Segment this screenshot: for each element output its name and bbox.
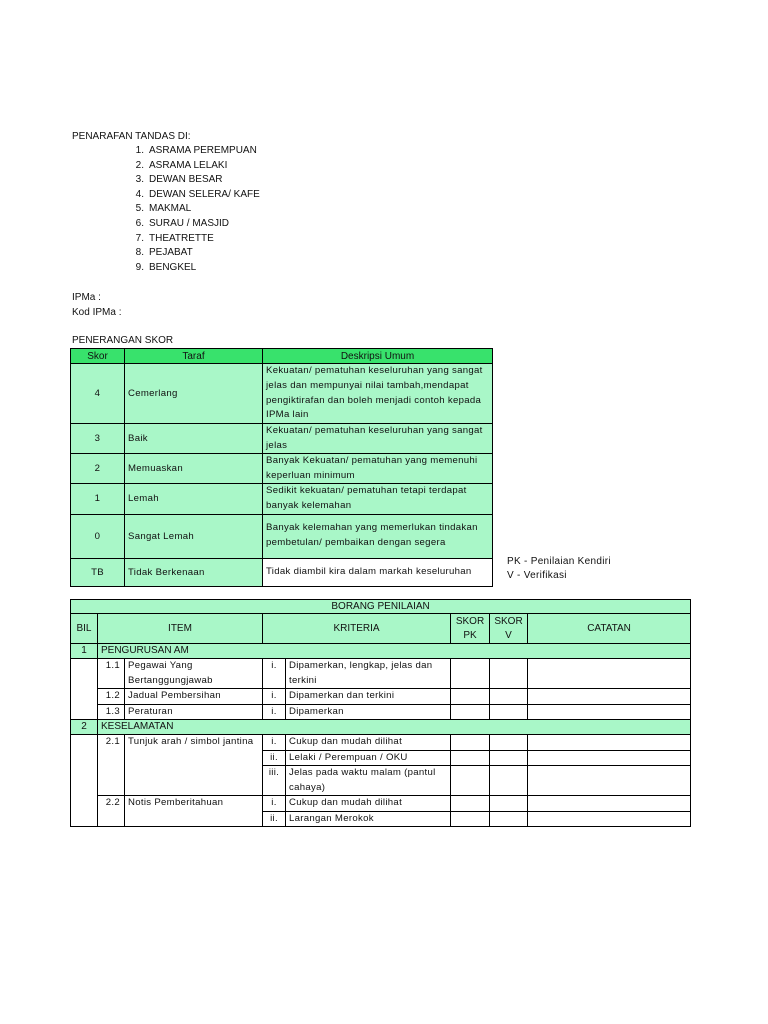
skor-v-input-cell[interactable] — [490, 704, 528, 720]
skor-pk-input-cell[interactable] — [451, 704, 490, 720]
item-name: Peraturan — [125, 704, 263, 720]
criteria-numeral: iii. — [263, 766, 286, 796]
location-list — [126, 144, 260, 275]
table-row — [71, 454, 493, 484]
taraf-cell: Lemah — [125, 484, 263, 514]
list-item: 2. ASRAMA LELAKI — [135, 159, 228, 171]
criteria-numeral: i. — [263, 689, 286, 705]
taraf-cell: Cemerlang — [125, 364, 263, 424]
bil-spacer-cell — [71, 735, 98, 827]
criteria-text: Dipamerkan dan terkini — [286, 689, 451, 705]
item-name: Pegawai Yang Bertanggungjawab — [125, 659, 263, 689]
table-row — [71, 364, 493, 424]
skor-pk-input-cell[interactable] — [451, 689, 490, 705]
item-name: Jadual Pembersihan — [125, 689, 263, 705]
item-number: 2.1 — [98, 735, 125, 796]
section-row — [71, 720, 691, 735]
deskripsi-cell: Banyak kelemahan yang memerlukan tindakan pembetulan/ pembaikan dengan segera — [263, 514, 493, 558]
skor-pk-input-cell[interactable] — [451, 659, 490, 689]
item-number: 1.1 — [98, 659, 125, 689]
criteria-text: Dipamerkan, lengkap, jelas dan terkini — [286, 659, 451, 689]
deskripsi-cell: Tidak diambil kira dalam markah keseluruhan — [263, 558, 493, 586]
skor-v-input-cell[interactable] — [490, 750, 528, 766]
section-number: 1 — [71, 644, 98, 659]
list-item: 5. MAKMAL — [135, 203, 192, 215]
skor-v-input-cell[interactable] — [490, 796, 528, 812]
criteria-text: Lelaki / Perempuan / OKU — [286, 750, 451, 766]
item-number: 1.2 — [98, 689, 125, 705]
score-legend-table — [70, 348, 493, 587]
table-header-row — [71, 349, 493, 364]
list-item: 9. BENGKEL — [135, 261, 197, 273]
skor-cell: 2 — [71, 454, 125, 484]
table-row — [71, 659, 691, 689]
kod-ipma-label: Kod IPMa : — [72, 307, 122, 318]
pk-note: PK - Penilaian Kendiri — [507, 556, 611, 567]
skor-cell: 0 — [71, 514, 125, 558]
criteria-text: Dipamerkan — [286, 704, 451, 720]
catatan-input-cell[interactable] — [528, 766, 691, 796]
taraf-cell: Baik — [125, 424, 263, 454]
skor-v-input-cell[interactable] — [490, 689, 528, 705]
skor-v-input-cell[interactable] — [490, 811, 528, 827]
skor-v-input-cell[interactable] — [490, 766, 528, 796]
table-row — [71, 484, 493, 514]
taraf-cell: Memuaskan — [125, 454, 263, 484]
item-name: Tunjuk arah / simbol jantina — [125, 735, 263, 796]
criteria-text: Larangan Merokok — [286, 811, 451, 827]
section-name: PENGURUSAN AM — [98, 644, 691, 659]
deskripsi-cell: Sedikit kekuatan/ pematuhan tetapi terdapat banyak kelemahan — [263, 484, 493, 514]
skor-pk-input-cell[interactable] — [451, 750, 490, 766]
list-item: 6. SURAU / MASJID — [135, 217, 230, 229]
assessment-table — [70, 599, 691, 827]
catatan-input-cell[interactable] — [528, 811, 691, 827]
legend-title: PENERANGAN SKOR — [72, 335, 174, 346]
section-row — [71, 644, 691, 659]
skor-pk-input-cell[interactable] — [451, 766, 490, 796]
column-header-taraf: Taraf — [125, 349, 263, 364]
column-header-item: ITEM — [98, 614, 263, 644]
ipma-label: IPMa : — [72, 292, 101, 303]
criteria-text: Jelas pada waktu malam (pantul cahaya) — [286, 766, 451, 796]
list-item: 3. DEWAN BESAR — [135, 174, 223, 186]
taraf-cell: Tidak Berkenaan — [125, 558, 263, 586]
skor-pk-input-cell[interactable] — [451, 796, 490, 812]
item-number: 1.3 — [98, 704, 125, 720]
assessment-title: BORANG PENILAIAN — [71, 600, 691, 614]
table-row — [71, 558, 493, 586]
table-row — [71, 514, 493, 558]
list-item: 1. ASRAMA PEREMPUAN — [135, 145, 257, 156]
column-header-deskripsi: Deskripsi Umum — [263, 349, 493, 364]
deskripsi-cell: Kekuatan/ pematuhan keseluruhan yang sangat jelas dan mempunyai nilai tambah,mendapat pengiktirafan dan boleh menjadi contoh kepada IPMa lain — [263, 364, 493, 424]
table-row — [71, 424, 493, 454]
skor-pk-input-cell[interactable] — [451, 811, 490, 827]
catatan-input-cell[interactable] — [528, 659, 691, 689]
skor-cell: 1 — [71, 484, 125, 514]
skor-cell: 4 — [71, 364, 125, 424]
list-item: 8. PEJABAT — [135, 247, 193, 259]
v-note: V - Verifikasi — [507, 570, 567, 581]
catatan-input-cell[interactable] — [528, 735, 691, 751]
column-header-skor-pk: SKOR PK — [451, 614, 490, 644]
table-title-row — [71, 600, 691, 614]
catatan-input-cell[interactable] — [528, 750, 691, 766]
criteria-numeral: ii. — [263, 811, 286, 827]
criteria-numeral: ii. — [263, 750, 286, 766]
skor-v-input-cell[interactable] — [490, 735, 528, 751]
skor-v-input-cell[interactable] — [490, 659, 528, 689]
item-number: 2.2 — [98, 796, 125, 827]
criteria-text: Cukup dan mudah dilihat — [286, 735, 451, 751]
list-item: 7. THEATRETTE — [135, 232, 214, 244]
criteria-text: Cukup dan mudah dilihat — [286, 796, 451, 812]
criteria-numeral: i. — [263, 735, 286, 751]
table-row — [71, 796, 691, 812]
column-header-kriteria: KRITERIA — [263, 614, 451, 644]
list-item: 4. DEWAN SELERA/ KAFE — [135, 188, 260, 200]
section-name: KESELAMATAN — [98, 720, 691, 735]
criteria-numeral: i. — [263, 659, 286, 689]
skor-cell: 3 — [71, 424, 125, 454]
column-header-bil: BIL — [71, 614, 98, 644]
table-header-row — [71, 614, 691, 644]
catatan-input-cell[interactable] — [528, 796, 691, 812]
catatan-input-cell[interactable] — [528, 704, 691, 720]
skor-cell: TB — [71, 558, 125, 586]
item-name: Notis Pemberitahuan — [125, 796, 263, 827]
taraf-cell: Sangat Lemah — [125, 514, 263, 558]
catatan-input-cell[interactable] — [528, 689, 691, 705]
criteria-numeral: i. — [263, 796, 286, 812]
section-number: 2 — [71, 720, 98, 735]
table-row — [71, 689, 691, 705]
column-header-catatan: CATATAN — [528, 614, 691, 644]
deskripsi-cell: Banyak Kekuatan/ pematuhan yang memenuhi keperluan minimum — [263, 454, 493, 484]
column-header-skor: Skor — [71, 349, 125, 364]
table-row — [71, 704, 691, 720]
bil-spacer-cell — [71, 659, 98, 720]
skor-pk-input-cell[interactable] — [451, 735, 490, 751]
table-row — [71, 735, 691, 751]
column-header-skor-v: SKOR V — [490, 614, 528, 644]
deskripsi-cell: Kekuatan/ pematuhan keseluruhan yang sangat jelas — [263, 424, 493, 454]
page-title: PENARAFAN TANDAS DI: — [72, 131, 191, 142]
criteria-numeral: i. — [263, 704, 286, 720]
